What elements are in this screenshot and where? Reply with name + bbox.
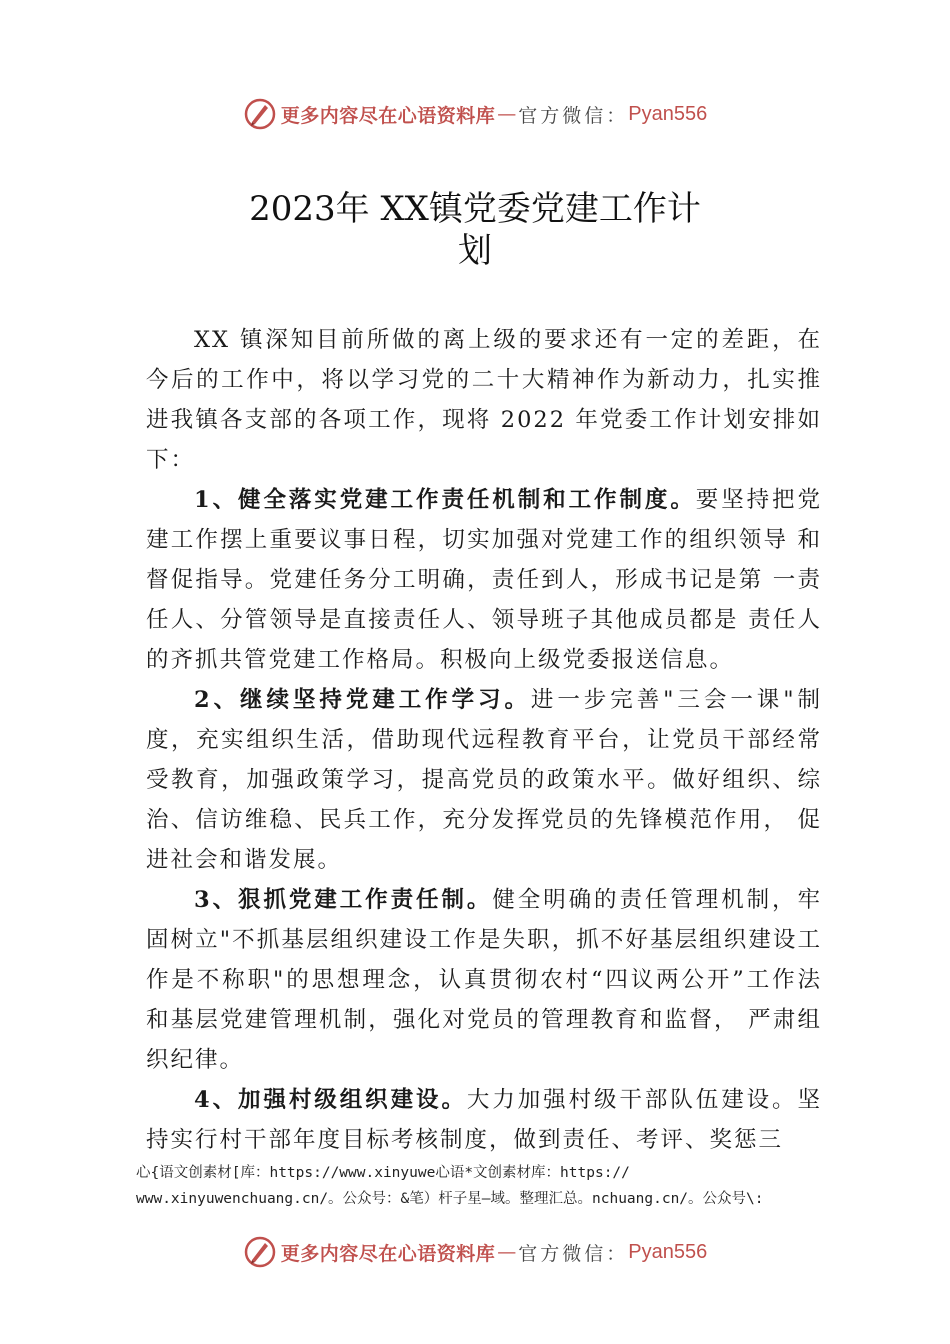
quill-logo-icon — [243, 97, 277, 131]
document-body — [146, 320, 822, 1160]
section-paragraph — [146, 680, 822, 880]
banner-separator: — — [497, 1241, 517, 1263]
section-paragraph — [146, 1080, 822, 1160]
banner-main-text: 更多内容尽在心语资料库 — [280, 1242, 496, 1265]
section-heading: 2、继续坚持党建工作学习。 — [194, 687, 531, 713]
section-body: 进一步完善"三会一课"制度，充实组织生活，借助现代远程教育平台，让党员干部经常受教育，加强政策学习，提高党员的政策水平。做好组织、综治、信访维稳、民兵工作，充分发挥党员的先锋模范作用， 促进社会和谐发展。 — [146, 687, 822, 873]
footer-watermark-text — [136, 1160, 836, 1212]
banner-wechat-id: Pyan556 — [628, 1240, 708, 1263]
section-heading: 1、健全落实党建工作责任机制和工作制度。 — [194, 487, 696, 513]
section-paragraph — [146, 480, 822, 680]
banner-separator: — — [497, 103, 517, 125]
section-heading: 3、狠抓党建工作责任制。 — [194, 887, 493, 913]
section-body: 要坚持把党建工作摆上重要议事日程，切实加强对党建工作的组织领导 和督促指导。党建任务分工明确，责任到人，形成书记是第 一责任人、分管领导是直接责任人、领导班子其他成员都是 责任人的齐抓共管党建工作格局。积极向上级党委报送信息。 — [146, 487, 822, 673]
title-line-1: 2023年 XX镇党委党建工作计 — [249, 189, 701, 229]
title-line-2: 划 — [458, 231, 492, 271]
top-banner — [0, 94, 950, 134]
banner-wechat-label: 官方微信： — [518, 1242, 629, 1265]
section-paragraph — [146, 880, 822, 1080]
section-heading: 4、加强村级组织建设。 — [194, 1087, 467, 1113]
bottom-banner — [0, 1232, 950, 1272]
banner-wechat-label: 官方微信： — [518, 104, 629, 127]
footer-line-2: www.xinyuwenchuang.cn/。公众号：&笔）杆子星—域。整理汇总。nchuang.cn/。公众号\: — [136, 1191, 764, 1207]
section-body: 健全明确的责任管理机制，牢固树立"不抓基层组织建设工作是失职，抓不好基层组织建设工作是不称职"的思想理念，认真贯彻农村“四议两公开”工作法和基层党建管理机制，强化对党员的管理教育和监督， 严肃组织纪律。 — [146, 887, 822, 1073]
banner-main-text: 更多内容尽在心语资料库 — [280, 104, 496, 127]
section-body: 大力加强村级干部队伍建设。坚持实行村干部年度目标考核制度，做到责任、考评、奖惩三 — [146, 1087, 822, 1153]
footer-line-1: 心{语文创素材[库：https://www.xinyuwe心语*文创素材库：https:// — [136, 1165, 630, 1181]
quill-logo-icon — [243, 1235, 277, 1269]
intro-paragraph: XX 镇深知目前所做的离上级的要求还有一定的差距，在今后的工作中，将以学习党的二十大精神作为新动力，扎实推进我镇各支部的各项工作，现将 2022 年党委工作计划安排如下： — [146, 327, 822, 473]
document-title — [0, 188, 950, 272]
banner-wechat-id: Pyan556 — [628, 102, 708, 125]
